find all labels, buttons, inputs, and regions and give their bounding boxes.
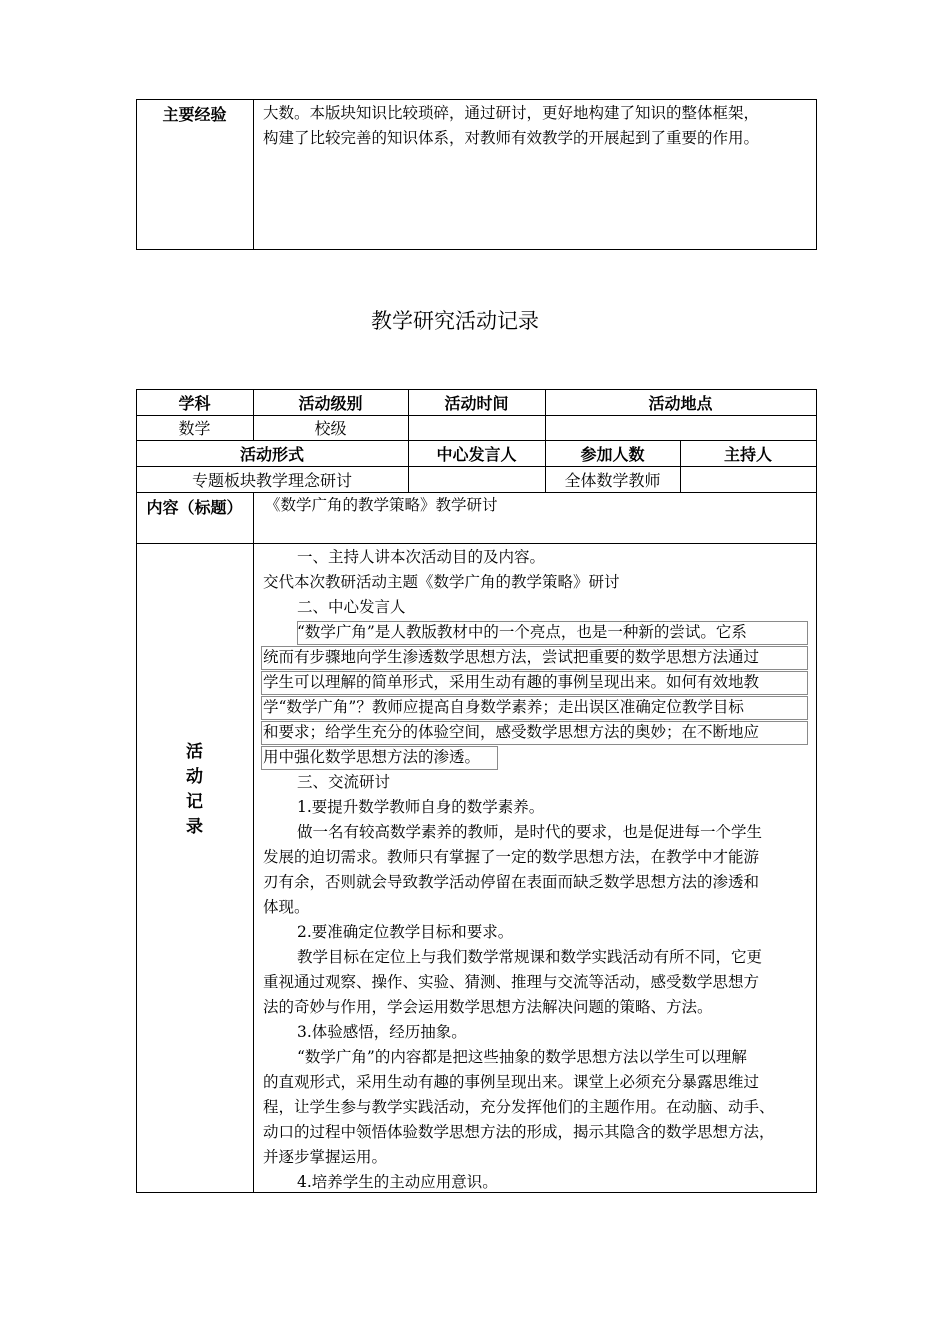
record-line: 4.培养学生的主动应用意识。 [297,1173,498,1191]
record-line: 程，让学生参与教学实践活动，充分发挥他们的主题作用。在动脑、动手、 [263,1098,775,1116]
main-experience-line: 大数。本版块知识比较琐碎，通过研讨，更好地构建了知识的整体框架， [263,104,760,122]
record-line: 体现。 [263,898,310,916]
content-title-label: 内容（标题） [146,497,243,517]
header-activity-place: 活动地点 [648,394,713,413]
record-line: 和要求；给学生充分的体验空间，感受数学思想方法的奥妙；在不断地应 [263,723,760,741]
record-line: 交代本次教研活动主题《数学广角的教学策略》研讨 [263,573,620,591]
value-activity-place [545,415,816,440]
header-activity-level: 活动级别 [298,394,363,413]
value-participants: 全体数学教师 [564,470,661,490]
record-line: 统而有步骤地向学生渗透数学思想方法，尝试把重要的数学思想方法通过 [263,648,760,666]
header-host: 主持人 [723,445,772,464]
value-subject: 数学 [178,419,211,438]
value-central-speaker [408,466,545,492]
record-line: 动口的过程中领悟体验数学思想方法的形成，揭示其隐含的数学思想方法， [263,1123,775,1141]
record-line: 重视通过观察、操作、实验、猜测、推理与交流等活动，感受数学思想方 [263,973,760,991]
content-title-value: 《数学广角的教学策略》教学研讨 [265,496,498,514]
header-participants: 参加人数 [580,445,645,464]
record-line: 学“数学广角”？教师应提高自身数学素养；走出误区准确定位教学目标 [263,698,744,716]
value-activity-form: 专题板块教学理念研讨 [191,470,352,490]
header-subject: 学科 [178,394,211,413]
record-line: 刃有余，否则就会导致教学活动停留在表面而缺乏数学思想方法的渗透和 [263,873,760,891]
record-line: 二、中心发言人 [297,598,406,616]
main-experience-line: 构建了比较完善的知识体系，对教师有效教学的开展起到了重要的作用。 [263,129,760,147]
value-activity-level: 校级 [314,419,347,438]
record-line: 2.要准确定位教学目标和要求。 [297,923,514,941]
record-line: 3.体验感悟，经历抽象。 [297,1023,467,1041]
record-line: 1.要提升数学教师自身的数学素养。 [297,798,545,816]
page-title: 教学研究活动记录 [371,309,539,333]
record-line: “数学广角”是人教版教材中的一个亮点，也是一种新的尝试。它系 [297,623,747,641]
header-activity-form: 活动形式 [239,445,304,464]
record-line: 教学目标在定位上与我们数学常规课和数学实践活动有所不同，它更 [297,948,763,966]
record-line: 发展的迫切需求。教师只有掌握了一定的数学思想方法，在教学中才能游 [263,848,760,866]
main-experience-label: 主要经验 [162,104,227,124]
record-line: 的直观形式，采用生动有趣的事例呈现出来。课堂上必须充分暴露思维过 [263,1073,760,1091]
record-line: 学生可以理解的简单形式，采用生动有趣的事例呈现出来。如何有效地教 [263,673,760,691]
value-host [680,466,816,492]
record-line: 并逐步掌握运用。 [263,1148,388,1166]
header-central-speaker: 中心发言人 [436,445,517,464]
record-line: 三、交流研讨 [297,773,391,791]
activity-record-label: 活 动 记 录 [186,742,203,837]
record-line: 一、主持人讲本次活动目的及内容。 [297,548,546,566]
record-line: “数学广角”的内容都是把这些抽象的数学思想方法以学生可以理解 [297,1048,747,1066]
header-activity-time: 活动时间 [444,394,509,413]
record-line: 做一名有较高数学素养的教师，是时代的要求，也是促进每一个学生 [297,823,763,841]
record-line: 法的奇妙与作用，学会运用数学思想方法解决问题的策略、方法。 [263,998,713,1016]
record-line: 用中强化数学思想方法的渗透。 [263,748,481,766]
value-activity-time [408,415,545,440]
